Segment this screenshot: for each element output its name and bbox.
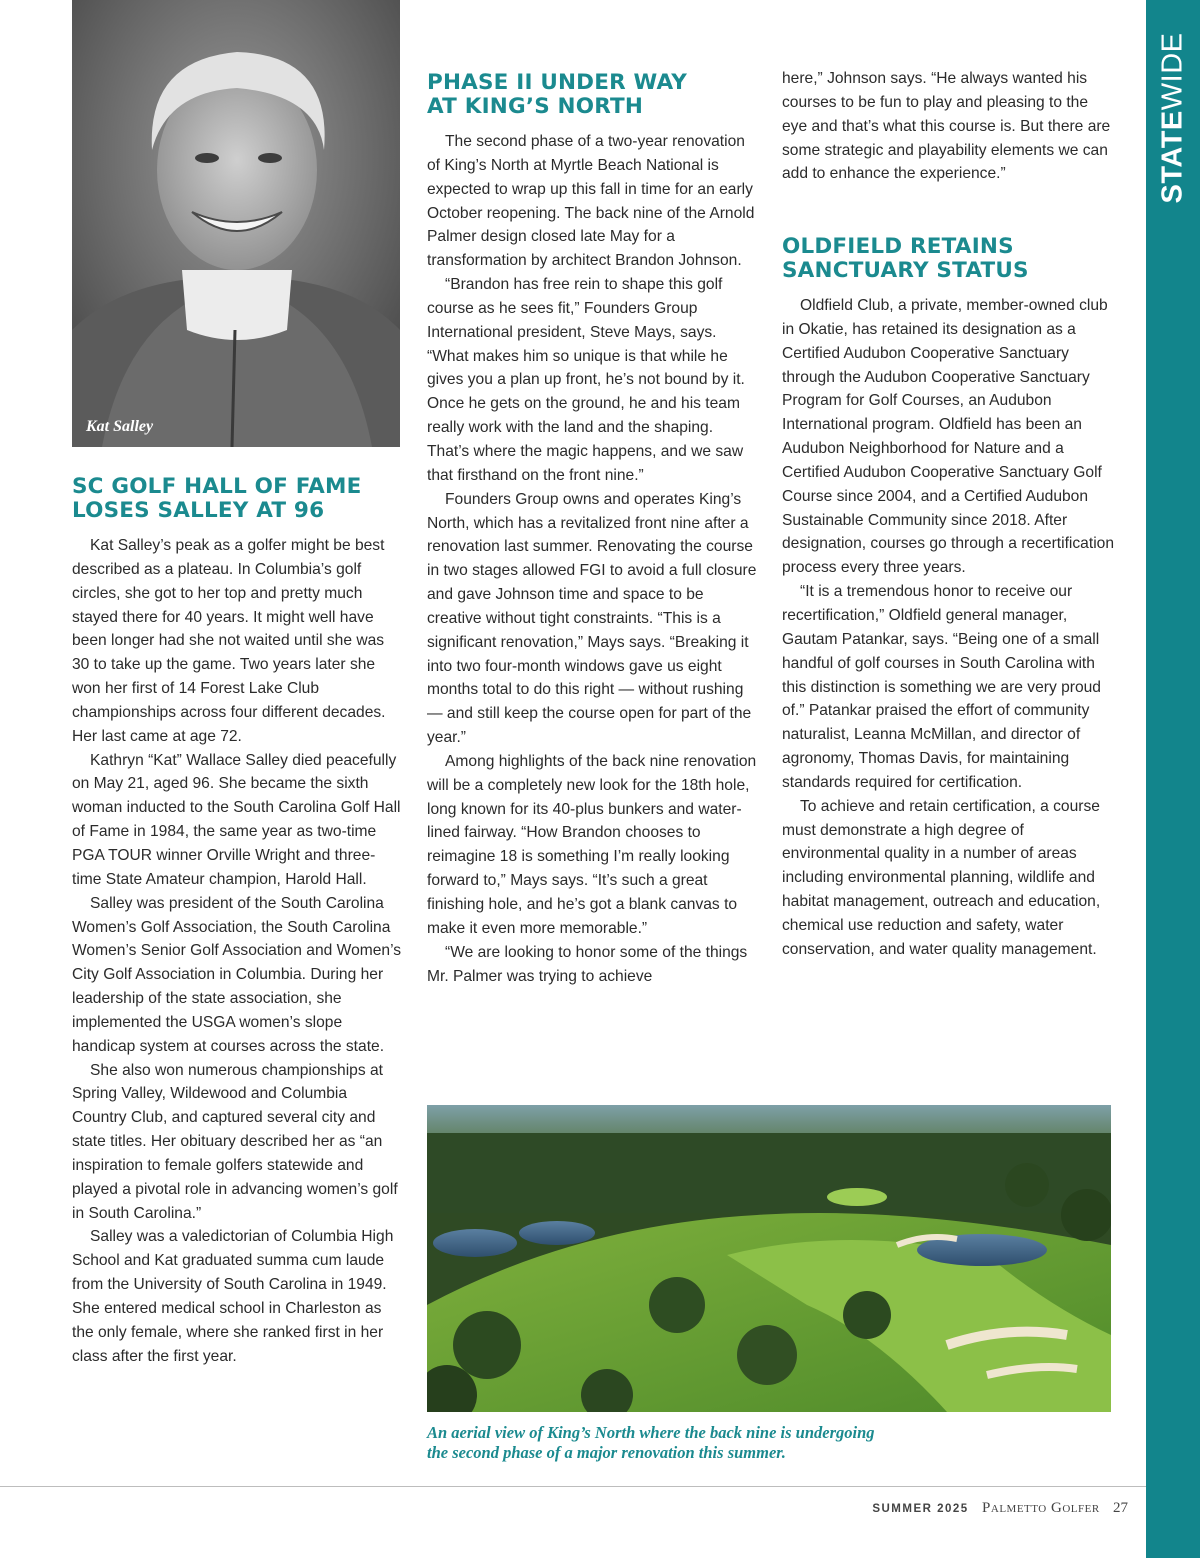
section-label-bold: STATE <box>1156 110 1189 204</box>
article-headline-oldfield <box>782 235 1029 283</box>
paragraph: Kathryn “Kat” Wallace Salley died peacefully on May 21, aged 96. She became the sixth woman inducted to the South Carolina Golf Hall of Fame in 1984, the same year as two-time PGA TOUR winner Orville Wright and three-time State Amateur champion, Harold Hall. <box>72 751 401 888</box>
headline-line: LOSES SALLEY AT 96 <box>72 498 325 523</box>
headline-line: SC GOLF HALL OF FAME <box>72 474 362 499</box>
page-footer <box>872 1500 1128 1517</box>
article-body-oldfield <box>782 294 1114 962</box>
caption-line: the second phase of a major renovation this summer. <box>427 1443 786 1462</box>
page-number: 27 <box>1113 1500 1128 1516</box>
aerial-illustration <box>427 1105 1111 1412</box>
headline-line: AT KING’S NORTH <box>427 94 644 119</box>
paragraph: Oldfield Club, a private, member-owned club in Okatie, has retained its designation as a Certified Audubon Cooperative Sanctuary through the Audubon Cooperative Sanctuary Program for Golf Courses, an Audubon International program. Oldfield has been an Audubon Neighborhood for Nature and a Certified Audubon Cooperative Sanctuary Golf Course since 2004, and a Certified Audubon Sustainable Community since 2018. After designation, courses go through a recertification process every three years. <box>782 297 1114 577</box>
paragraph: Among highlights of the back nine renovation will be a completely new look for the 18th hole, long known for its 40-plus bunkers and water-lined fairway. “How Brandon chooses to reimagine 18 is something I’m really looking forward to,” Mays says. “It’s such a great finishing hole, and he’s got a blank canvas to make it even more memorable.” <box>427 752 757 937</box>
paragraph: “It is a tremendous honor to receive our recertification,” Oldfield general manager, Gautam Patankar, says. “Being one of a small handful of golf courses in South Carolina with this distinction is something we are very proud of.” Patankar praised the effort of community naturalist, Leanna McMillan, and director of agronomy, Thomas Davis, for maintaining standards required for certification. <box>782 583 1101 791</box>
paragraph: Founders Group owns and operates King’s North, which has a revitalized front nine after a renovation last summer. Renovating the course in two stages allowed FGI to avoid a full closure and gave Johnson time and space to be creative without tight constraints. “This is a significant renovation,” Mays says. “Breaking it into two four-month windows gave us eight months total to do this right — without rushing — and still keep the course open for part of the year.” <box>427 490 757 747</box>
paragraph: The second phase of a two-year renovation of King’s North at Myrtle Beach National is expected to wrap up this fall in time for an early October reopening. The back nine of the Arnold Palmer design closed late May for a transformation by architect Brandon Johnson. <box>427 133 755 270</box>
article-body-kings-north <box>427 130 757 988</box>
caption-line: An aerial view of King’s North where the back nine is undergoing <box>427 1423 875 1442</box>
aerial-photo-caption <box>427 1423 987 1463</box>
paragraph: “Brandon has free rein to shape this golf course as he sees fit,” Founders Group International president, Steve Mays, says. “What makes him so unique is that while he gives you a plan up front, he’s not bound by it. Once he gets on the ground, he and his team really work with the land and the shaping. That’s where the magic happens, and we saw that firsthand on the front nine.” <box>427 276 745 484</box>
paragraph: Kat Salley’s peak as a golfer might be best described as a plateau. In Columbia’s golf circles, she got to her top and pretty much stayed there for 40 years. It might well have been longer had she not waited until she was 30 to take up the game. Two years later she won her first of 14 Forest Lake Club championships across four different decades. Her last came at age 72. <box>72 537 386 745</box>
headline-line: OLDFIELD RETAINS <box>782 234 1014 259</box>
paragraph: Salley was president of the South Carolina Women’s Golf Association, the South Carolina Women’s Senior Golf Association and Women’s City Golf Association in Columbia. During her leadership of the state association, she implemented the USGA women’s slope handicap system at courses across the state. <box>72 894 402 1055</box>
paragraph: She also won numerous championships at Spring Valley, Wildewood and Columbia Country Club, and captured several city and state titles. Her obituary described her as “an inspiration to female golfers statewide and played a pivotal role in advancing women’s golf in South Carolina.” <box>72 1061 398 1222</box>
article-headline-kings-north <box>427 71 687 119</box>
paragraph: “We are looking to honor some of the things Mr. Palmer was trying to achieve <box>427 943 748 985</box>
photo-caption: Kat Salley <box>86 418 154 435</box>
paragraph: here,” Johnson says. “He always wanted his courses to be fun to play and pleasing to the eye and that’s what this course is. But there are some strategic and playability elements we can add to enhance the experience.” <box>782 70 1111 183</box>
section-label-light: WIDE <box>1156 32 1189 111</box>
footer-divider <box>0 1486 1146 1487</box>
portrait-illustration <box>72 0 400 447</box>
magazine-name: Palmetto Golfer <box>982 1500 1100 1516</box>
headline-line: SANCTUARY STATUS <box>782 258 1029 283</box>
section-label <box>1157 33 1190 204</box>
paragraph: Salley was a valedictorian of Columbia High School and Kat graduated summa cum laude from the University of South Carolina in 1949. She entered medical school in Charleston as the only female, where she ranked first in her class after the first year. <box>72 1228 394 1365</box>
paragraph: To achieve and retain certification, a course must demonstrate a high degree of environmental quality in a number of areas including environmental planning, wildlife and habitat management, outreach and education, chemical use reduction and safety, water conservation, and water quality management. <box>782 797 1101 958</box>
issue-season: SUMMER 2025 <box>872 1503 969 1515</box>
headline-line: PHASE II UNDER WAY <box>427 70 688 95</box>
portrait-photo <box>72 0 400 447</box>
aerial-photo <box>427 1105 1111 1412</box>
article-headline-hall-of-fame <box>72 475 361 523</box>
article-body-hall-of-fame <box>72 534 402 1369</box>
section-band <box>1146 0 1200 1558</box>
article-continuation-kings-north <box>782 67 1114 186</box>
